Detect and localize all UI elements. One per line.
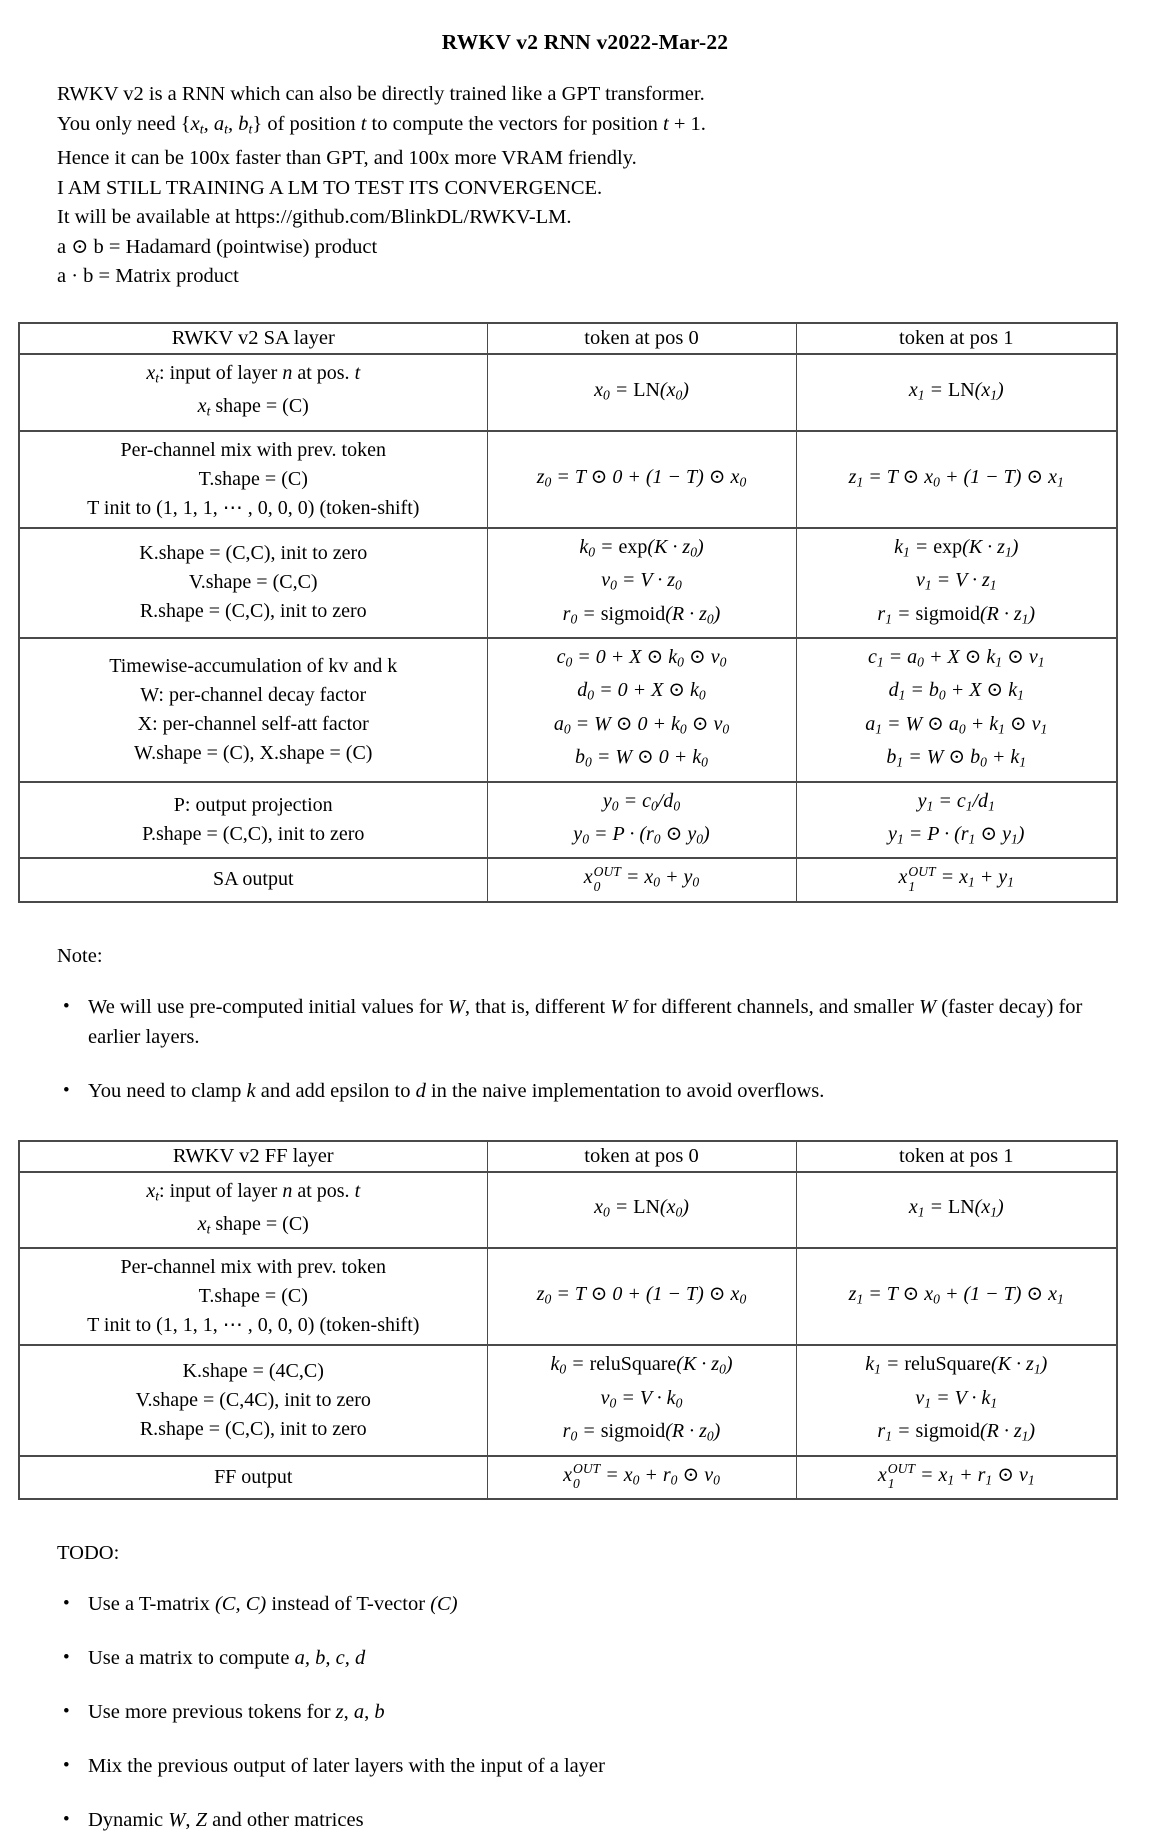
table-row [19,782,1117,859]
formula-line: x OUT 0 = $x_0 + r_0$ ⊙ $v_0$ [563,1461,720,1492]
formula-line: $d_0 = 0 + X$ ⊙ $k_0$ [577,679,706,703]
formula-cell [487,782,796,859]
formula-line: $r_1$ = sigmoid(R · $z_1$) [877,602,1036,626]
formula-line: $x_0 = LN(x_0)$ [594,378,689,403]
formula-cell [487,528,796,638]
formula-line: $a_0 = W$ ⊙ $0 + k_0$ ⊙ $v_0$ [553,712,730,737]
formula-cell [796,431,1117,528]
desc-line: P: output projection [173,793,333,816]
intro-line: a · b = Matrix product [57,265,239,288]
formula-line: $z_1 = T$ ⊙ $x_0 + (1 - T)$ ⊙ $x_1$ [848,1283,1064,1307]
desc-cell [19,782,487,859]
desc-line: Timewise-accumulation of kv and k [109,654,398,677]
desc-line: T init to (1, 1, 1, ⋯ , 0, 0, 0) (token-shift) [87,496,420,519]
formula-cell [796,1456,1117,1499]
sa-layer-table-section [0,322,1170,903]
todo-item: • Use more previous tokens for z, a, b [57,1697,1092,1727]
desc-line: $x_t$: input of layer n at pos. t [146,361,361,386]
table-title-header: RWKV v2 FF layer [19,1141,487,1172]
intro-line: RWKV v2 is a RNN which can also be directly trained like a GPT transformer. [57,83,705,105]
table-title-header: RWKV v2 SA layer [19,323,487,354]
desc-line: $x_t$: input of layer n at pos. t [146,1179,361,1204]
formula-line: $r_0$ = sigmoid(R · $z_0$) [562,1420,721,1444]
desc-line: X: per-channel self-att factor [137,712,369,735]
todo-item: • Use a matrix to compute a, b, c, d [57,1643,1092,1673]
note-list [57,992,1092,1106]
formula-line: $b_1 = W$ ⊙ $b_0 + k_1$ [886,746,1027,770]
formula-line: $k_0 = \exp(K \cdot z_0)$ [579,535,704,560]
formula-line: $x_1 = LN(x_1)$ [908,1196,1004,1220]
desc-cell [19,528,487,638]
desc-line: SA output [212,868,294,891]
formula-cell [796,528,1117,638]
desc-line: P.shape = (C,C), init to zero [142,822,365,845]
document-page [0,30,1170,1835]
todo-list [57,1589,1092,1835]
table-row [19,1248,1117,1345]
formula-line: $x_0 = LN(x_0)$ [594,1196,689,1220]
column-header: token at pos 1 [796,1141,1117,1172]
table-row [19,638,1117,782]
column-header: token at pos 0 [487,1141,796,1172]
desc-line: K.shape = (C,C), init to zero [139,542,368,565]
desc-line: FF output [214,1465,293,1488]
desc-cell [19,1345,487,1455]
formula-cell [487,354,796,431]
formula-line: $r_1$ = sigmoid(R · $z_1$) [877,1420,1036,1444]
formula-line: $k_1$ = reluSquare(K · $z_1$) [865,1353,1048,1377]
todo-item: • Use a T-matrix (C, C) instead of T-vector (C) [57,1589,1092,1619]
desc-line: W.shape = (C), X.shape = (C) [134,741,373,764]
formula-line: $v_0 = V \cdot z_0$ [601,569,682,593]
desc-line: K.shape = (4C,C) [182,1360,324,1383]
todo-item: • Dynamic W, Z and other matrices [57,1805,1092,1835]
note-label: Note: [57,944,103,967]
formula-cell [796,638,1117,782]
formula-line: $y_0 = c_0/d_0$ [602,789,681,813]
formula-cell [487,1172,796,1249]
formula-line: x OUT 0 = $x_0 + y_0$ [583,864,700,894]
table-row [19,1456,1117,1499]
desc-line: $x_t$ shape = (C) [197,395,309,419]
formula-line: $v_0 = V \cdot k_0$ [600,1386,683,1411]
column-header: token at pos 0 [487,323,796,354]
ff-layer-table [18,1140,1118,1500]
formula-cell [796,1248,1117,1345]
intro-line: I AM STILL TRAINING A LM TO TEST ITS CONVERGENCE. [57,176,603,199]
formula-cell [796,782,1117,859]
note-item: • You need to clamp k and add epsilon to d in the naive implementation to avoid overflows. [57,1076,1092,1106]
desc-line: V.shape = (C,4C), init to zero [135,1389,371,1412]
sa-layer-table [18,322,1118,903]
formula-cell [796,858,1117,901]
table-row [19,1172,1117,1249]
header-row [19,323,1117,354]
formula-cell [796,1172,1117,1249]
desc-cell [19,638,487,782]
formula-line: $y_0 = P \cdot (r_0$ ⊙ $y_0$) [573,822,710,847]
formula-line: $a_1 = W$ ⊙ $a_0 + k_1$ ⊙ $v_1$ [865,712,1048,737]
desc-cell [19,431,487,528]
formula-line: $x_1 = LN(x_1)$ [908,378,1004,403]
formula-line: $v_1 = V \cdot z_1$ [915,569,997,593]
formula-cell [487,858,796,901]
desc-line: $x_t$ shape = (C) [197,1213,309,1237]
formula-line: $z_0 = T$ ⊙ 0 + (1 − T) ⊙ $x_0$ [536,465,747,489]
desc-cell [19,1456,487,1499]
formula-cell [487,431,796,528]
header-row [19,1141,1117,1172]
formula-cell [796,354,1117,431]
formula-line: $y_1 = P \cdot (r_1$ ⊙ $y_1$) [888,822,1025,847]
page-title: RWKV v2 RNN v2022-Mar-22 [441,30,729,54]
formula-line: $k_0$ = reluSquare(K · $z_0$) [550,1353,733,1377]
intro-line: Hence it can be 100x faster than GPT, and 100x more VRAM friendly. [57,147,637,170]
formula-line: x OUT 1 = $x_1 + y_1$ [898,864,1014,894]
formula-cell [487,1345,796,1455]
desc-cell [19,1172,487,1249]
formula-line: x OUT 1 = $x_1 + r_1$ ⊙ $v_1$ [877,1461,1035,1492]
formula-line: $d_1 = b_0 + X$ ⊙ $k_1$ [888,679,1024,703]
formula-cell [796,1345,1117,1455]
formula-line: $z_0 = T$ ⊙ 0 + (1 − T) ⊙ $x_0$ [536,1283,747,1307]
desc-line: Per-channel mix with prev. token [120,438,386,461]
formula-line: $v_1 = V \cdot k_1$ [915,1386,998,1411]
column-header: token at pos 1 [796,323,1117,354]
formula-line: $y_1 = c_1/d_1$ [917,789,995,813]
table-row [19,1345,1117,1455]
formula-line: $c_0 = 0 + X$ ⊙ $k_0$ ⊙ $v_0$ [556,645,727,670]
formula-cell [487,1456,796,1499]
table-row [19,528,1117,638]
formula-line: $r_0$ = sigmoid(R · $z_0$) [562,602,721,626]
formula-cell [487,638,796,782]
ff-layer-table-section [0,1140,1170,1500]
desc-line: W: per-channel decay factor [140,683,367,706]
todo-item: • Mix the previous output of later layers with the input of a layer [57,1751,1092,1781]
intro-line: a ⊙ b = Hadamard (pointwise) product [57,235,378,258]
desc-cell [19,1248,487,1345]
intro-line: You only need {$x_t$, $a_t$, $b_t$} of position t to compute the vectors for position t + 1. [57,112,706,137]
desc-line: R.shape = (C,C), init to zero [139,1418,367,1441]
table-row [19,858,1117,901]
formula-line: $c_1 = a_0 + X$ ⊙ $k_1$ ⊙ $v_1$ [867,645,1045,670]
intro-line: It will be available at https://github.com/BlinkDL/RWKV-LM. [57,206,572,229]
desc-line: T init to (1, 1, 1, ⋯ , 0, 0, 0) (token-shift) [87,1314,420,1337]
formula-line: $z_1 = T$ ⊙ $x_0 + (1 - T)$ ⊙ $x_1$ [848,465,1064,489]
formula-cell [487,1248,796,1345]
note-item: • We will use pre-computed initial values for W, that is, different W for different channels, and smaller W (faster decay) for earlier layers. [57,992,1092,1052]
formula-line: $k_1 = \exp(K \cdot z_1)$ [894,535,1019,560]
desc-line: R.shape = (C,C), init to zero [139,600,367,623]
table-row [19,431,1117,528]
formula-line: $b_0 = W$ ⊙ $0 + k_0$ [575,746,708,770]
desc-line: Per-channel mix with prev. token [120,1256,386,1279]
desc-cell [19,858,487,901]
desc-line: V.shape = (C,C) [188,571,318,594]
table-row [19,354,1117,431]
intro-paragraph [57,80,1170,292]
todo-label: TODO: [57,1542,120,1565]
desc-line: T.shape = (C) [198,1285,308,1308]
desc-cell [19,354,487,431]
desc-line: T.shape = (C) [198,467,308,490]
